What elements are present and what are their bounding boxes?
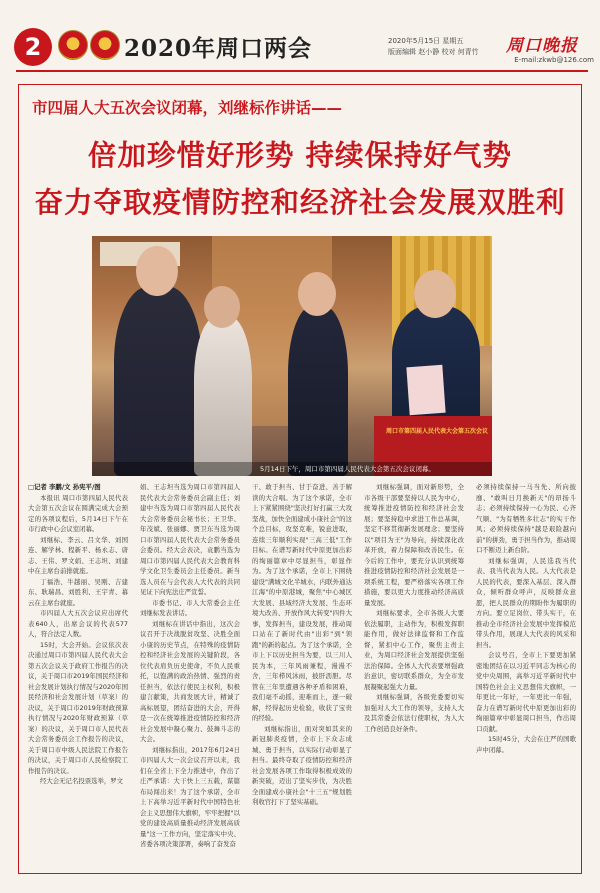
newspaper-email: E-mail:zkwb@126.com	[514, 56, 594, 64]
article-column-1	[28, 482, 128, 860]
paragraph: 刘继标要求，全市各级人大要依法履职，主动作为，积极发挥职能作用，做好法律监督和工作监督，紧扣中心工作，聚焦主责主业，为周口经济社会发展提供坚强法治保障。全体人大代表要增强政治意识，密切联系群众，为全市发展凝聚起强大力量。	[364, 609, 464, 691]
issue-info	[388, 36, 500, 58]
paragraph: 经大会无记名投票选举，罗文	[40, 777, 124, 785]
person-delegate-1	[114, 286, 202, 476]
person-delegate-3	[288, 306, 348, 476]
article-column-3	[252, 482, 352, 860]
section-title: 2020年周口两会	[124, 35, 313, 62]
paragraph: 刘继标强调，人民选我当代表、我当代表为人民。人大代表是人民的代表，要深入基层、深入群众，倾听群众呼声，反映群众意愿，把人民群众的期盼作为履职的方向。要立足岗位、带头实干，在推动全市经济社会发展中发挥模范带头作用，展现人大代表的风采和担当。	[476, 556, 576, 649]
page-number-badge: 2	[14, 28, 52, 66]
article-byline: □记者 李鹏/文 孙宪平/图	[28, 483, 101, 491]
paragraph: 市四届人大五次会议应出席代表640人，出席会议的代表577人，符合法定人数。	[28, 609, 128, 638]
paragraph: 市委书记、市人大常委会主任刘继标发表讲话。	[140, 598, 240, 617]
newspaper-logo: 周口晚报	[506, 36, 578, 56]
national-emblem-icon	[58, 30, 88, 60]
news-photo	[92, 236, 492, 476]
paragraph: 娟、王志坦当选为周口市第四届人民代表大会常务委员会副主任；刘建中当选为周口市第四届人民代表大会常务委员会秘书长；王卫华、年茂斌、张丽娜、贾卫东当选为周口市第四届人民代表大会常务委员会委员。经大会表决，袁鹏当选为周口市第四届人民代表大会教育科学文化卫生委员会主任委员。新当选人员在与会代表人大代表的共同见证下向宪法庄严宣誓。	[140, 483, 240, 596]
paragraph: 干、敢于担当、甘于奋进、善于解读的大合唱。为了这个承诺，全市上下紧紧围绕"坚决打好打赢三大攻坚战，加快全面建成小康社会"的这个总目标，攻坚克难，锐意进取，连续三年顺利实现"三高三低"工作目标。在谱写新时代中原更加出彩的绚丽篇章中尽显担当，彰显作为。为了这个承诺，全市上下围绕建设"满城文化半城水，内联外通达江海"的中原港城，聚焦"中心城区大发展、县域经济大发展、生态环境大改善、开放作风大转变"四件大事，发挥担当，建设发展，推动周口站在了新时代由"出彩"到"领跑"的新的起点。为了这个承诺，全市上下以历史担当为要，以三川人民为本，三年风雨兼程，漫漫不舍，三年栉风沐雨，披肝沥胆。尽管在三年里遭遇各种矛盾和困难，我们毫不动摇，迎难而上，逐一破解，经得起历史检验，收获了宝贵的经验。	[252, 483, 352, 722]
photo-caption: 5月14日下午，周口市第四届人民代表大会第五次会议闭幕。	[92, 462, 492, 476]
paragraph: 刘继标指出，2017年6月24日市四届人大一次会议召开以来，我们在全省上下全力推进中，作出了庄严承诺：大干快上三五载，谋篇布局闯出来！为了这个承诺，全市上下高举习近平新时代中国特色社会主义思想伟大旗帜，牢牢把握"以党的建设高质量推动经济发展高质量"这一工作方向，坚定落实中央、省委各项决策部署，奏响了奋发奋	[140, 745, 240, 848]
paragraph: 会议号召，全市上下要更加紧密地团结在以习近平同志为核心的党中央周围，高举习近平新时代中国特色社会主义思想伟大旗帜，一年更比一年好，一年更比一年强，奋力在谱写新时代中原更加出彩的绚丽篇章中彰显周口担当，作出周口贡献。	[476, 651, 576, 733]
paragraph: 15时45分，大会在庄严的国歌声中闭幕。	[476, 735, 576, 754]
paragraph: 刘继标在讲话中指出，这次会议召开于决战脱贫攻坚、决胜全面小康的历史节点，在特殊的疫情防控和经济社会发展的关键阶段，各位代表肩负历史使命，不负人民重托，以饱满的政治热情、强烈的责任担当，依法行使民主权利，积极建言献策，共商发展大计，精诚了高标展望，团结奋进的大会，开得是一次在统筹推进疫情防控和经济社会发展中凝心聚力、鼓舞斗志的大会。	[140, 619, 240, 743]
article-column-4	[364, 482, 464, 860]
article-column-5	[476, 482, 576, 860]
article-column-2	[140, 482, 240, 860]
paragraph: 丁福浩、牛越丽、吴刚、吉建东、耿瑞昌、刘胜利、王宇青、幕云在主席台就座。	[28, 577, 128, 607]
paragraph: 刘继标强调，面对新形势，全市各级干部要坚持以人民为中心，统筹推进疫情防控和经济社会发展；要坚持稳中求进工作总基调，坚定不移贯彻新发展理念；要坚持以"项目为王"为导向，持续深化改革开放，着力保障和改善民生。在今后的工作中，要充分认识到统筹推进疫情防控和经济社会发展是一项系统工程，要严格落实各项工作措施，要以更大力度推动经济高质量发展。	[364, 483, 464, 607]
person-delegate-2	[194, 316, 252, 476]
masthead	[0, 0, 600, 70]
masthead-rule	[16, 70, 588, 72]
article-body	[28, 482, 576, 862]
ballot-box-label: 周口市第四届人民代表大会第五次会议	[385, 428, 488, 435]
headline-line-2: 奋力夺取疫情防控和经济社会发展双胜利	[34, 185, 566, 219]
paragraph: 必须持续保持一马当先、所向披靡、"敢叫日月换新天"的昂扬斗志；必须持续保持一心为民、心齐气顺、"为有牺牲多壮志"的实干作风；必须持续保持"越是艰险越向前"的拼劲，勇于担当作为，推动周口不断迈上新台阶。	[476, 483, 576, 554]
issue-date: 2020年5月15日 星期五	[388, 37, 464, 45]
paragraph: 刘继标强调，各级党委要切实加强对人大工作的领导，支持人大及其常委会依法行使职权，为人大工作创造良好条件。	[364, 693, 464, 733]
ballot-paper	[406, 365, 445, 415]
issue-editors: 版面编辑 赵小静 校对 何青竹	[388, 48, 479, 56]
paragraph: 本报讯 周口市第四届人民代表大会第五次会议在圆满完成大会预定的各项议程后，5月14日下午在市行政中心会议室闭幕。	[28, 493, 128, 533]
party-emblem-icon	[90, 30, 120, 60]
headline-line-1: 倍加珍惜好形势 持续保持好气势	[88, 138, 512, 172]
headline-kicker: 市四届人大五次会议闭幕，刘继标作讲话——	[32, 99, 343, 117]
paragraph: 刘继标指出，面对突如其来的新冠肺炎疫情，全市上下众志成城、勇于担当，以实际行动彰显了担当。最终夺取了疫情防控和经济社会发展各项工作取得积极成效的新突破，迈出了坚实步伐，为决胜全面建成小康社会"十三五"规划胜利收官打下了坚实基础。	[252, 724, 352, 806]
paragraph: 15时，大会开始。会议依次表决通过周口市第四届人民代表大会第五次会议关于政府工作报告的决议，关于周口市2019年国民经济和社会发展计划执行情况与2020年国民经济和社会发展计划（草案）的决议，关于周口市2019年财政预算执行情况与2020年财政预算（草案）的决议，关于周口市人民代表大会常务委员会工作报告的决议，关于周口市中级人民法院工作报告的决议，关于周口市人民检察院工作报告的决议。	[28, 640, 128, 775]
paragraph: 刘继标、李云、吕文华、刘国连、解学林、程新平、杨永志、唐志、王伟、罗文娟、王志坦、刘建中在主席台前排就座。	[28, 535, 128, 575]
